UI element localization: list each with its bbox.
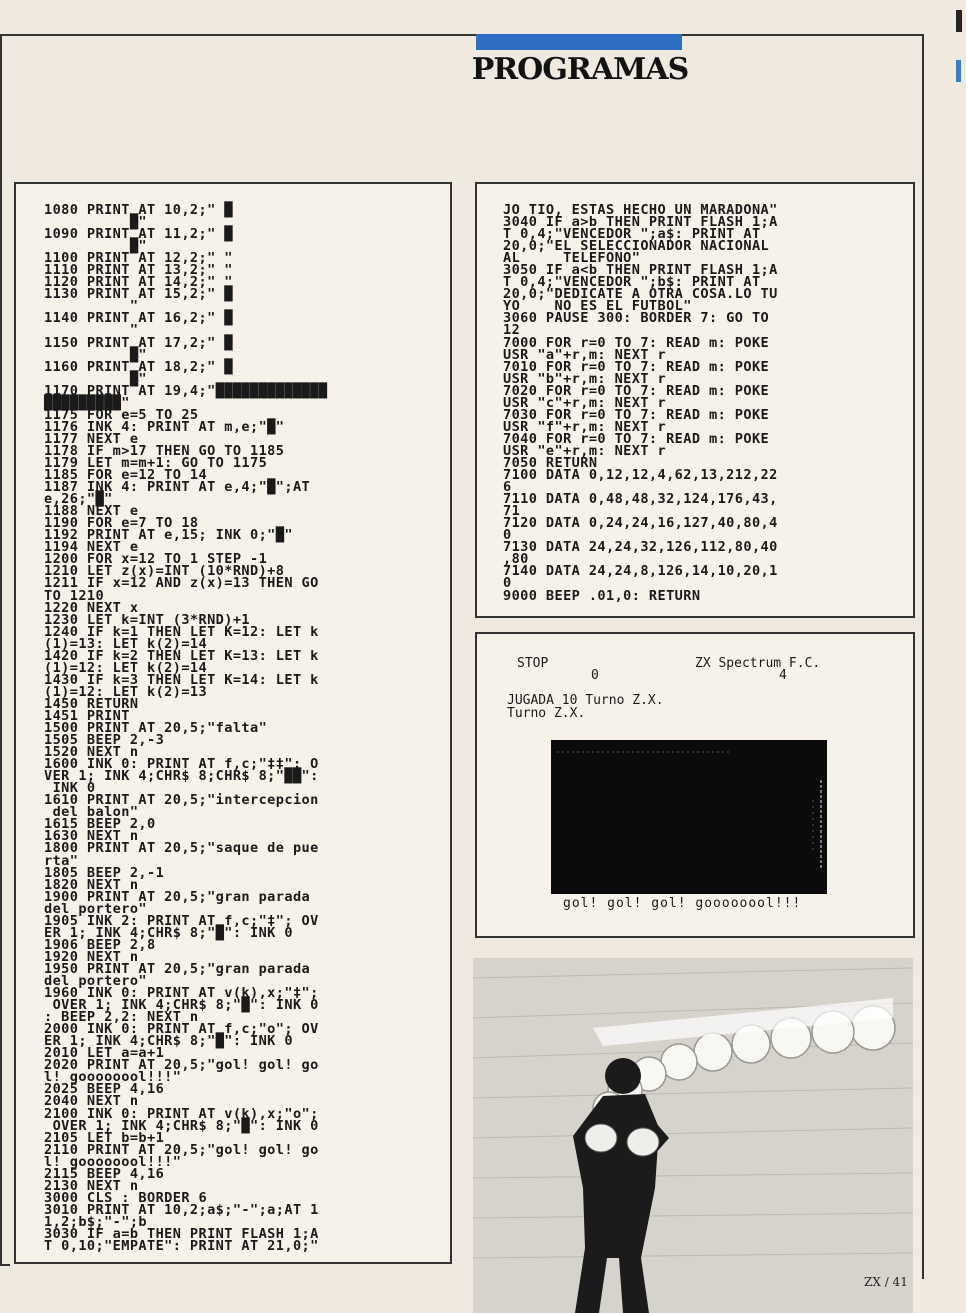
pitch-texture: [551, 740, 827, 894]
page-number: ZX / 41: [864, 1275, 908, 1289]
section-tab-bar: [476, 34, 682, 50]
game-screenshot: [475, 632, 915, 938]
section-title: PROGRAMAS: [471, 52, 689, 87]
page-frame-right: [922, 34, 924, 1279]
page-edge-mark-blue: [956, 60, 961, 82]
screen-goal-text: gol! gol! gol! goooooool!!!: [563, 896, 802, 911]
screen-pitch: [551, 740, 827, 894]
screen-team-name: ZX Spectrum F.C.: [695, 656, 821, 671]
listing-box-right: [475, 182, 915, 618]
page-frame-bottom: [0, 1264, 10, 1266]
program-listing-right: JO TIO, ESTAS HECHO UN MARADONA" 3040 IF a>b THEN PRINT FLASH 1;A T 0,4;"VENCEDOR ";a$: PRINT AT 20,0;"EL SELECCIONADOR NACIONAL AL TELEFONO" 3050 IF a<b THEN PRINT FLASH 1;A T 0,4;"VENCEDOR ";b$: PRINT AT 20,0;"DEDICATE A OTRA COSA.LO TU YO NO ES EL FUTBOL" 3060 PAUSE 300: BORDER 7: GO TO 12 7000 FOR r=0 TO 7: READ m: POKE USR "a"+r,m: NEXT r 7010 FOR r=0 TO 7: READ m: POKE USR "b"+r,m: NEXT r 7020 FOR r=0 TO 7: READ m: POKE USR "c"+r,m: NEXT r 7030 FOR r=0 TO 7: READ m: POKE USR "f"+r,m: NEXT r 7040 FOR r=0 TO 7: READ m: POKE USR "e"+r,m: NEXT r 7050 RETURN 7100 DATA 0,12,12,4,62,13,212,22 6 7110 DATA 0,48,48,32,124,176,43, 71 7120 DATA 0,24,24,16,127,40,80,4 0 7130 DATA 24,24,32,126,112,80,40 ,80 7140 DATA 24,24,8,126,14,10,20,1 0 9000 BEEP .01,0: RETURN: [503, 202, 778, 604]
goalkeeper-illustration: [473, 958, 913, 1313]
screen-score-b: 4: [779, 668, 787, 683]
screen-score-a: 0: [591, 668, 599, 683]
page-frame-left: [0, 34, 2, 1264]
listing-box-left: [14, 182, 452, 1264]
goalkeeper-photo: [473, 958, 913, 1313]
screen-status-text: JUGADA 10 Turno Z.X. Turno Z.X.: [507, 693, 664, 721]
program-listing-left: 1080 PRINT AT 10,2;" █ █" 1090 PRINT AT 11,2;" █ █" 1100 PRINT AT 12,2;" " 1110 PRINT AT 13,2;" " 1120 PRINT AT 14,2;" " 1130 PRINT AT 15,2;" █ " 1140 PRINT AT 16,2;" █ " 1150 PRINT AT 17,2;" █ █" 1160 PRINT AT 18,2;" █ █" 1170 PRINT AT 19,4;"█████████████ █████████" 1175 FOR e=5 TO 25 1176 INK 4: PRINT AT m,e;"█" 1177 NEXT e 1178 IF m>17 THEN GO TO 1185 1179 LET m=m+1: GO TO 1175 1185 FOR e=12 TO 14 1187 INK 4: PRINT AT e,4;"█";AT e,26;"█" 1188 NEXT e 1190 FOR e=7 TO 18 1192 PRINT AT e,15; INK 0;"█" 1194 NEXT e 1200 FOR x=12 TO 1 STEP -1 1210 LET z(x)=INT (10*RND)+8 1211 IF x=12 AND z(x)=13 THEN GO TO 1210 1220 NEXT x 1230 LET k=INT (3*RND)+1 1240 IF k=1 THEN LET K=12: LET k (1)=13: LET k(2)=14 1420 IF k=2 THEN LET K=13: LET k (1)=12: LET k(2)=14 1430 IF k=3 THEN LET K=14: LET k (1)=12: LET k(2)=13 1450 RETURN 1451 PRINT 1500 PRINT AT 20,5;"falta" 1505 BEEP 2,-3 1520 NEXT n 1600 INK 0: PRINT AT f,c;"‡‡"; O VER 1; INK 4;CHR$ 8;CHR$ 8;"██": INK 0 1610 PRINT AT 20,5;"intercepcion del balon" 1615 BEEP 2,0 1630 NEXT n 1800 PRINT AT 20,5;"saque de pue rta" 1805 BEEP 2,-1 1820 NEXT n 1900 PRINT AT 20,5;"gran parada del portero" 1905 INK 2: PRINT AT f,c;"‡"; OV ER 1; INK 4;CHR$ 8;"█": INK 0 1906 BEEP 2,8 1920 NEXT n 1950 PRINT AT 20,5;"gran parada del portero" 1960 INK 0: PRINT AT v(k),x;"‡"; OVER 1; INK 4;CHR$ 8;"█": INK 0 : BEEP 2,2: NEXT n 2000 INK 0: PRINT AT f,c;"o"; OV ER 1; INK 4;CHR$ 8;"█": INK 0 2010 LET a=a+1 2020 PRINT AT 20,5;"gol! gol! go l! goooooool!!!" 2025 BEEP 4,16 2040 NEXT n 2100 INK 0: PRINT AT v(k),x;"o"; OVER 1; INK 4;CHR$ 8;"█": INK 0 2105 LET b=b+1 2110 PRINT AT 20,5;"gol! gol! go l! goooooool!!!" 2115 BEEP 4,16 2130 NEXT n 3000 CLS : BORDER 6 3010 PRINT AT 10,2;a$;"-";a;AT 1 1,2;b$;"-";b 3030 IF a=b THEN PRINT FLASH 1;A T 0,10;"EMPATE": PRINT AT 21,0;": [44, 202, 328, 1255]
screen-stop-label: STOP: [517, 656, 549, 671]
page-edge-mark: [956, 10, 962, 32]
page-frame-top: [0, 34, 922, 36]
